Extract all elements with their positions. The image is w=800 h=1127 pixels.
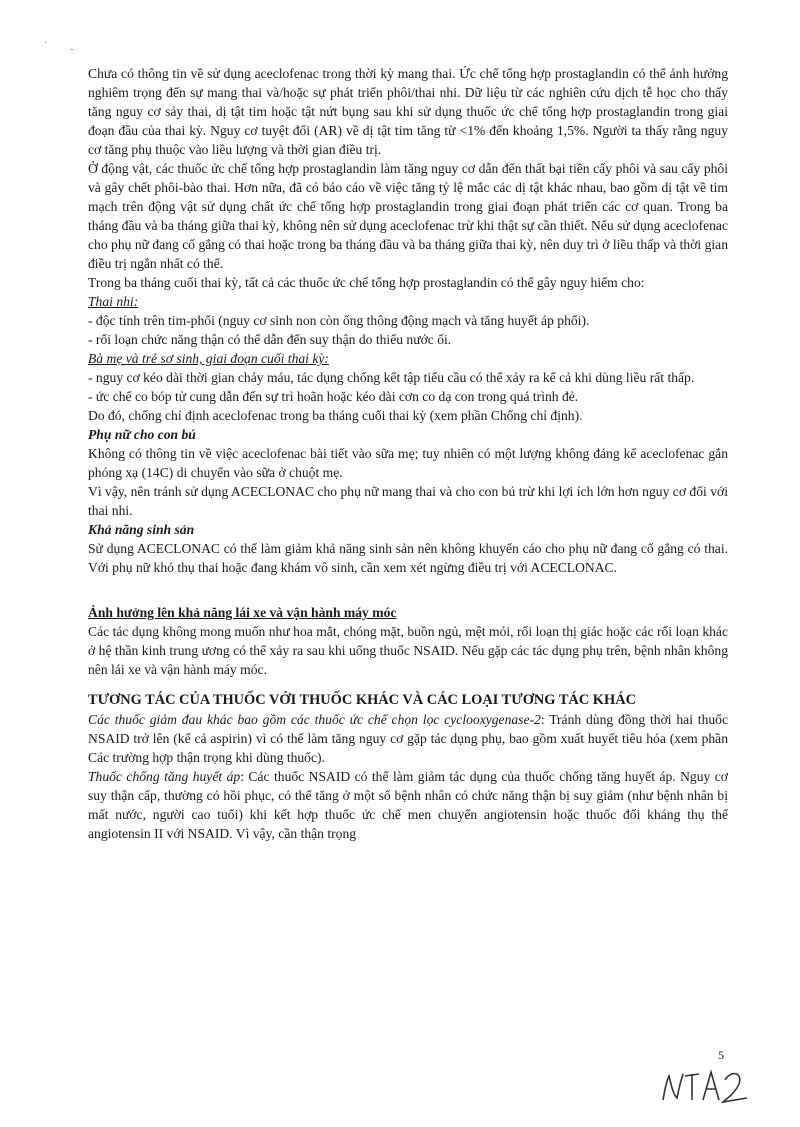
fertility-heading: Khả năng sinh sản bbox=[88, 522, 195, 537]
breastfeeding-paragraph-2: Vì vậy, nên tránh sử dụng ACECLONAC cho phụ nữ mang thai và cho con bú trừ khi lợi ích lớn hơn nguy cơ đối với thai nhi. bbox=[88, 484, 728, 518]
driving-heading: Ảnh hưởng lên khả năng lái xe và vận hành máy móc bbox=[88, 605, 397, 620]
pregnancy-paragraph-4: Do đó, chống chỉ định aceclofenac trong ba tháng cuối thai kỳ (xem phần Chống chỉ định). bbox=[88, 408, 583, 423]
breastfeeding-paragraph-1: Không có thông tin về việc aceclofenac bài tiết vào sữa mẹ; tuy nhiên có một lượng không đáng kể aceclofenac gắn phóng xạ (14C) di chuyển vào sữa ở chuột mẹ. bbox=[88, 446, 728, 480]
driving-paragraph: Các tác dụng không mong muốn như hoa mắt, chóng mặt, buồn ngủ, mệt mỏi, rối loạn thị giác hoặc các rối loạn khác ở hệ thần kinh trung ương có thể xảy ra sau khi uống thuốc NSAID. Nếu gặp các tác dụng phụ trên, bệnh nhân không nên lái xe và vận hành máy móc. bbox=[88, 624, 728, 677]
antihypertensive-text: : Các thuốc NSAID có thể làm giảm tác dụng của thuốc chống tăng huyết áp. Nguy cơ suy thận cấp, thường có hồi phục, có thể tăng ở một số bệnh nhân có chức năng thận bị suy giảm (như bệnh nhân bị mất nước, người cao tuổi) khi kết hợp thuốc ức chế men chuyển angiotensin hoặc thuốc đối kháng thụ thể angiotensin II với NSAID. Vì vậy, cần thận trọng bbox=[88, 769, 728, 841]
interactions-paragraph-2 bbox=[88, 767, 728, 843]
scan-speck: · bbox=[44, 38, 48, 49]
mother-risk-2: - ức chế co bóp tử cung dẫn đến sự trì hoãn hoặc kéo dài cơn co dạ con trong quá trình đẻ. bbox=[88, 389, 579, 404]
pregnancy-paragraph-3: Trong ba tháng cuối thai kỳ, tất cả các thuốc ức chế tổng hợp prostaglandin có thể gây nguy hiểm cho: bbox=[88, 275, 645, 290]
document-page bbox=[88, 64, 728, 843]
breastfeeding-heading: Phụ nữ cho con bú bbox=[88, 427, 196, 442]
fetus-label: Thai nhi: bbox=[88, 294, 139, 309]
page-number: 5 bbox=[718, 1048, 724, 1062]
interactions-paragraph-1 bbox=[88, 710, 728, 767]
scan-speck: - bbox=[70, 44, 74, 55]
antihypertensive-lead: Thuốc chống tăng huyết áp bbox=[88, 769, 241, 784]
interactions-heading: TƯƠNG TÁC CỦA THUỐC VỚI THUỐC KHÁC VÀ CÁC LOẠI TƯƠNG TÁC KHÁC bbox=[88, 692, 636, 708]
analgesics-lead: Các thuốc giảm đau khác bao gồm các thuốc ức chế chọn lọc cyclooxygenase-2 bbox=[88, 712, 541, 727]
fetus-risk-1: - độc tính trên tim-phổi (nguy cơ sinh non còn ống thông động mạch và tăng huyết áp phổi). bbox=[88, 313, 590, 328]
fetus-risk-2: - rối loạn chức năng thận có thể dẫn đến suy thận do thiếu nước ối. bbox=[88, 332, 452, 347]
pregnancy-paragraph-1: Chưa có thông tin về sử dụng aceclofenac trong thời kỳ mang thai. Ức chế tổng hợp prostaglandin có thể ảnh hưởng nghiêm trọng đến sự mang thai và/hoặc sự phát triển phôi/thai nhi. Dữ liệu từ các nghiên cứu dịch tễ học cho thấy tăng nguy cơ sảy thai, dị tật tim hoặc tật nứt bụng sau khi sử dụng thuốc ức chế tổng hợp prostaglandin trong giai đoạn đầu của thai kỳ. Nguy cơ tuyệt đối (AR) về dị tật tim tăng từ <1% đến khoảng 1,5%. Người ta thấy rằng nguy cơ tăng phụ thuộc vào liều lượng và thời gian điều trị. bbox=[88, 66, 728, 157]
fertility-paragraph: Sử dụng ACECLONAC có thể làm giảm khả năng sinh sản nên không khuyến cáo cho phụ nữ đang cố gắng có thai. Với phụ nữ khó thụ thai hoặc đang khám vô sinh, cần xem xét ngừng điều trị với ACECLONAC. bbox=[88, 541, 728, 575]
analgesics-text: : Tránh dùng đồng thời hai thuốc NSAID trở lên (kể cả aspirin) vì có thể làm tăng nguy cơ gặp tác dụng phụ, bao gồm xuất huyết tiêu hóa (xem phần Các trường hợp thận trọng khi dùng thuốc). bbox=[88, 712, 729, 765]
handwritten-signature bbox=[655, 1062, 765, 1112]
pregnancy-paragraph-2: Ở động vật, các thuốc ức chế tổng hợp prostaglandin làm tăng nguy cơ dẫn đến thất bại tiền cấy phôi và sau cấy phôi và gây chết phôi-bào thai. Hơn nữa, đã có báo cáo về việc tăng tỷ lệ mắc các dị tật khác nhau, bao gồm dị tật về tim mạch trên động vật sử dụng chất ức chế tổng hợp prostaglandin trong giai đoạn phát triển các cơ quan. Trong ba tháng đầu và ba tháng giữa thai kỳ, không nên sử dụng aceclofenac trừ khi thật sự cần thiết. Nếu sử dụng aceclofenac cho phụ nữ đang cố gắng có thai hoặc trong ba tháng đầu và ba tháng giữa thai kỳ, nên duy trì ở liều thấp và thời gian điều trị ngắn nhất có thể. bbox=[88, 161, 728, 271]
mother-risk-1: - nguy cơ kéo dài thời gian chảy máu, tác dụng chống kết tập tiểu cầu có thể xảy ra kể cả khi dùng liều rất thấp. bbox=[88, 370, 695, 385]
mother-newborn-label: Bà mẹ và trẻ sơ sinh, giai đoạn cuối thai kỳ: bbox=[88, 351, 329, 366]
